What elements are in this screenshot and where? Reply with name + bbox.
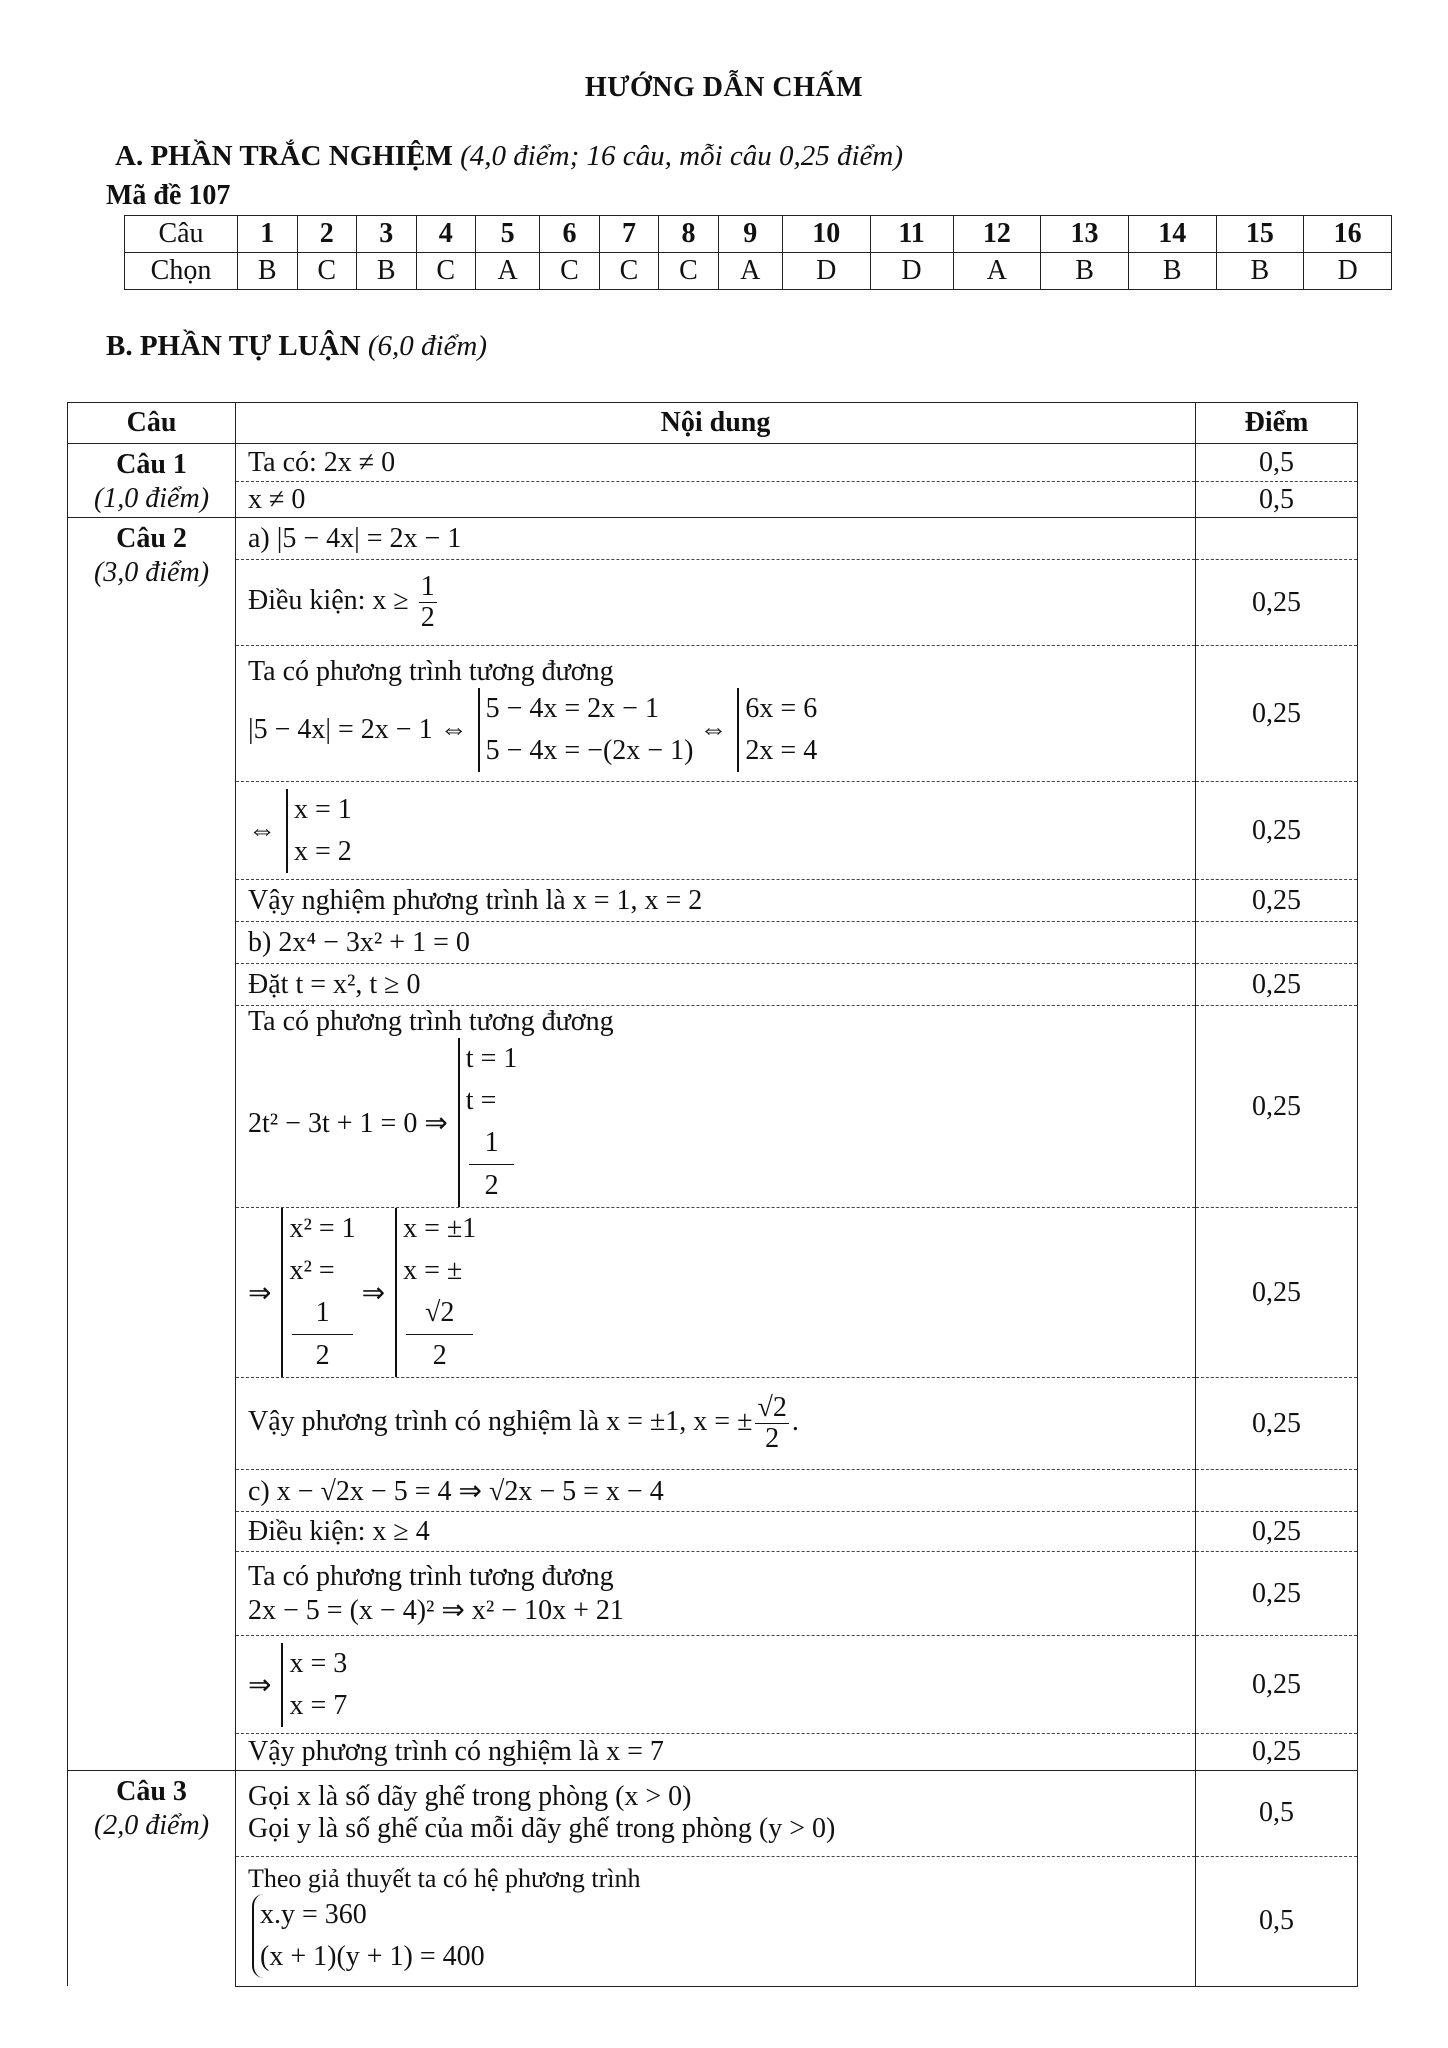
mc-answer: C — [599, 253, 659, 290]
mc-question-number: 5 — [476, 216, 540, 253]
q2b-x-system — [395, 1208, 476, 1377]
section-a-note: (4,0 điểm; 16 câu, mỗi câu 0,25 điểm) — [460, 140, 904, 172]
section-b-heading — [106, 330, 487, 363]
mc-row-label-question: Câu — [125, 216, 238, 253]
q2b-eq: 2x⁴ − 3x² + 1 = 0 — [278, 926, 470, 958]
header-cau: Câu — [68, 403, 236, 444]
implies-symbol: ⇒ — [361, 1277, 386, 1309]
question-1-cell — [68, 444, 236, 518]
q2a-kl-text: Vậy nghiệm phương trình là — [248, 884, 566, 916]
q2c-tc-text: Ta có phương trình tương đương — [248, 1560, 614, 1592]
q2b-dat-score: 0,25 — [1196, 964, 1358, 1006]
section-a-heading — [115, 140, 903, 173]
implies-symbol: ⇒ — [248, 1669, 272, 1701]
q1-row-1 — [236, 444, 1196, 482]
mc-question-number: 2 — [297, 216, 357, 253]
q2b-kl-math: x = ±1, x = ± — [606, 1405, 753, 1437]
q2a-transform — [236, 646, 1196, 782]
implies-symbol: ⇒ — [248, 1277, 272, 1309]
sqrt2-over-2-fraction — [406, 1292, 473, 1377]
q2a-tc-lhs: |5 − 4x| = 2x − 1 ⇔ — [248, 713, 468, 745]
question-2-points: (3,0 điểm) — [93, 557, 210, 588]
q2c-eq-score — [1196, 1470, 1358, 1512]
q2c-condition — [236, 1512, 1196, 1552]
q1-row-2 — [236, 482, 1196, 518]
q2a-sol-2: x = 2 — [294, 835, 352, 867]
q2c-eq: x − √2x − 5 = 4 ⇒ √2x − 5 = x − 4 — [276, 1475, 664, 1507]
mc-question-number: 8 — [659, 216, 719, 253]
frac-den: 2 — [484, 1170, 499, 1201]
q3-var-x: Gọi x là số dãy ghế trong phòng (x > 0) — [248, 1781, 692, 1812]
q2b-kl-text: Vậy phương trình có nghiệm là — [248, 1405, 600, 1437]
q2a-sys1-line-1: 5 − 4x = 2x − 1 — [485, 692, 659, 724]
mc-answer: B — [1041, 253, 1129, 290]
q2b-label: b) — [248, 926, 272, 958]
question-3-points: (2,0 điểm) — [93, 1809, 210, 1841]
frac-den: 2 — [420, 602, 435, 633]
q2a-solutions — [236, 782, 1196, 880]
q2b-x2-system — [281, 1208, 355, 1377]
exam-code: Mã đề 107 — [106, 180, 231, 211]
q1-r2-score: 0,5 — [1196, 482, 1358, 518]
q2b-kl-score: 0,25 — [1196, 1378, 1358, 1470]
q1-r1-text: Ta có: — [248, 446, 317, 478]
half-fraction — [469, 1122, 515, 1207]
mc-question-number: 9 — [718, 216, 782, 253]
q2b-dat-math: t = x², t ≥ 0 — [295, 968, 421, 1000]
frac-den: 2 — [315, 1340, 330, 1371]
q3-system — [236, 1856, 1196, 1986]
question-3-label: Câu 3 — [116, 1775, 187, 1807]
q1-r1-score: 0,5 — [1196, 444, 1358, 482]
q2b-t2: t = — [465, 1085, 497, 1116]
iff-symbol: ⇔ — [248, 814, 276, 846]
q3-eq-2: (x + 1)(y + 1) = 400 — [260, 1941, 485, 1972]
q2a-kl-score: 0,25 — [1196, 880, 1358, 922]
mc-question-number: 16 — [1304, 216, 1392, 253]
frac-num: 1 — [292, 1292, 352, 1335]
page-title: HƯỚNG DẪN CHẤM — [584, 72, 864, 103]
q2c-dk-text: Điều kiện: — [248, 1515, 366, 1547]
mc-question-number: 13 — [1041, 216, 1129, 253]
q2b-dat-text: Đặt — [248, 968, 289, 1000]
mc-answer: B — [357, 253, 417, 290]
frac-num: 1 — [420, 571, 435, 602]
q2a-system-2 — [737, 688, 817, 772]
mc-question-number: 4 — [416, 216, 476, 253]
q2c-solutions — [236, 1636, 1196, 1734]
mc-answer: D — [782, 253, 870, 290]
section-b-title: B. PHẦN TỰ LUẬN — [106, 330, 361, 362]
q2b-tc-score: 0,25 — [1196, 1006, 1358, 1208]
q2b-x2b: x² = — [289, 1255, 335, 1286]
q2b-equation — [236, 922, 1196, 964]
header-noi-dung: Nội dung — [236, 403, 1196, 444]
question-2-cell — [68, 518, 236, 1771]
frac-num: √2 — [406, 1292, 473, 1335]
mc-question-number: 1 — [238, 216, 298, 253]
q2b-transform — [236, 1006, 1196, 1208]
q3-var-y: Gọi y là số ghế của mỗi dãy ghế trong phòng (y > 0) — [248, 1813, 836, 1844]
mc-question-number: 7 — [599, 216, 659, 253]
q2b-eq-score — [1196, 922, 1358, 964]
mc-answer: C — [297, 253, 357, 290]
q2c-conclusion — [236, 1734, 1196, 1770]
mc-answer: A — [476, 253, 540, 290]
mc-answer: C — [416, 253, 476, 290]
q2b-xb: x = ± — [403, 1255, 463, 1286]
mc-question-number: 14 — [1128, 216, 1216, 253]
q2b-x-score: 0,25 — [1196, 1208, 1358, 1378]
mc-question-number: 11 — [870, 216, 953, 253]
mc-answer: D — [1304, 253, 1392, 290]
q1-r2-math: x ≠ 0 — [248, 483, 306, 515]
q2a-kl-math: x = 1, x = 2 — [572, 884, 703, 916]
q2a-system-1 — [478, 688, 694, 772]
mc-question-number: 15 — [1216, 216, 1304, 253]
question-1-points: (1,0 điểm) — [93, 483, 210, 514]
half-fraction — [292, 1292, 352, 1377]
question-2-label: Câu 2 — [116, 523, 187, 554]
header-diem: Điểm — [1196, 403, 1358, 444]
q2b-t1: t = 1 — [465, 1043, 518, 1074]
q2c-kl-score: 0,25 — [1196, 1734, 1358, 1770]
q2b-x-solutions — [236, 1208, 1196, 1378]
q2c-equation — [236, 1470, 1196, 1512]
mc-answer: B — [1216, 253, 1304, 290]
q2c-dk-math: x ≥ 4 — [372, 1515, 430, 1547]
q2c-kl-text: Vậy phương trình có nghiệm là — [248, 1735, 600, 1767]
q3-var-score: 0,5 — [1196, 1770, 1358, 1856]
q3-sys-text: Theo giả thuyết ta có hệ phương trình — [248, 1864, 641, 1893]
mc-question-number: 6 — [540, 216, 600, 253]
iff-symbol: ⇔ — [699, 713, 728, 745]
multiple-choice-table — [124, 215, 1392, 290]
q2c-dk-score: 0,25 — [1196, 1512, 1358, 1552]
q3-sys-score: 0,5 — [1196, 1856, 1358, 1986]
q2a-sys2-line-1: 6x = 6 — [745, 692, 818, 724]
q2a-eq: |5 − 4x| = 2x − 1 — [276, 522, 462, 554]
question-1-label: Câu 1 — [116, 449, 187, 480]
section-b-note: (6,0 điểm) — [367, 330, 488, 362]
q2c-sol-score: 0,25 — [1196, 1636, 1358, 1734]
q1-r1-math: 2x ≠ 0 — [323, 446, 396, 478]
q2b-substitution — [236, 964, 1196, 1006]
mc-answer: C — [540, 253, 600, 290]
q2c-kl-math: x = 7 — [606, 1735, 664, 1767]
q3-equation-system — [252, 1894, 485, 1978]
q2a-dk-text: Điều kiện: — [248, 584, 366, 616]
q2a-tc-score: 0,25 — [1196, 646, 1358, 782]
mc-answer: A — [718, 253, 782, 290]
q3-variables — [236, 1770, 1196, 1856]
q2b-t-system — [458, 1038, 518, 1207]
q2a-label: a) — [248, 522, 270, 554]
q2a-sol-score: 0,25 — [1196, 782, 1358, 880]
q2b-x2a: x² = 1 — [289, 1213, 356, 1244]
q2a-solution-set — [286, 789, 352, 873]
mc-answer: A — [953, 253, 1041, 290]
q2c-label: c) — [248, 1475, 270, 1507]
q2a-condition — [236, 560, 1196, 646]
frac-num: 1 — [469, 1122, 515, 1165]
q2a-equation — [236, 518, 1196, 560]
mc-question-number: 10 — [782, 216, 870, 253]
q2c-tc-math: 2x − 5 = (x − 4)² ⇒ x² − 10x + 21 — [248, 1594, 624, 1626]
frac-num: √2 — [757, 1392, 787, 1423]
q2b-conclusion: Vậy phương trình có nghiệm là x = ±1, x = ± $\frac{√2}{2}$ . — [236, 1378, 1196, 1470]
q3-eq-1: x.y = 360 — [260, 1899, 367, 1930]
q2c-tc-score: 0,25 — [1196, 1552, 1358, 1636]
mc-answer: D — [870, 253, 953, 290]
mc-question-number: 12 — [953, 216, 1041, 253]
q2a-sys1-line-2: 5 − 4x = −(2x − 1) — [485, 734, 694, 766]
q2a-dk-score: 0,25 — [1196, 560, 1358, 646]
q2a-sol-1: x = 1 — [294, 793, 352, 825]
mc-answer: C — [659, 253, 719, 290]
question-3-cell — [68, 1770, 236, 1986]
q2c-solution-set — [281, 1643, 347, 1727]
q2b-xa: x = ±1 — [403, 1213, 477, 1244]
q2c-sol-2: x = 7 — [289, 1689, 348, 1721]
essay-grading-table — [67, 402, 1358, 1987]
half-fraction — [419, 572, 437, 633]
section-a-title: A. PHẦN TRẮC NGHIỆM — [115, 140, 453, 172]
sqrt2-over-2-fraction — [755, 1393, 788, 1454]
frac-den: 2 — [432, 1340, 447, 1371]
q2c-transform — [236, 1552, 1196, 1636]
q2a-dk-math: x ≥ — [372, 584, 409, 616]
q2c-sol-1: x = 3 — [289, 1647, 348, 1679]
q2a-eq-score — [1196, 518, 1358, 560]
q2b-tc-lhs: 2t² − 3t + 1 = 0 ⇒ — [248, 1107, 448, 1139]
mc-question-number: 3 — [357, 216, 417, 253]
q2a-tc-text: Ta có phương trình tương đương — [248, 655, 614, 687]
mc-answer: B — [238, 253, 298, 290]
q2a-sys2-line-2: 2x = 4 — [745, 734, 818, 766]
mc-row-label-answer: Chọn — [125, 253, 238, 290]
q2a-conclusion — [236, 880, 1196, 922]
q2b-tc-text: Ta có phương trình tương đương — [248, 1006, 614, 1037]
mc-answer: B — [1128, 253, 1216, 290]
frac-den: 2 — [765, 1423, 780, 1454]
